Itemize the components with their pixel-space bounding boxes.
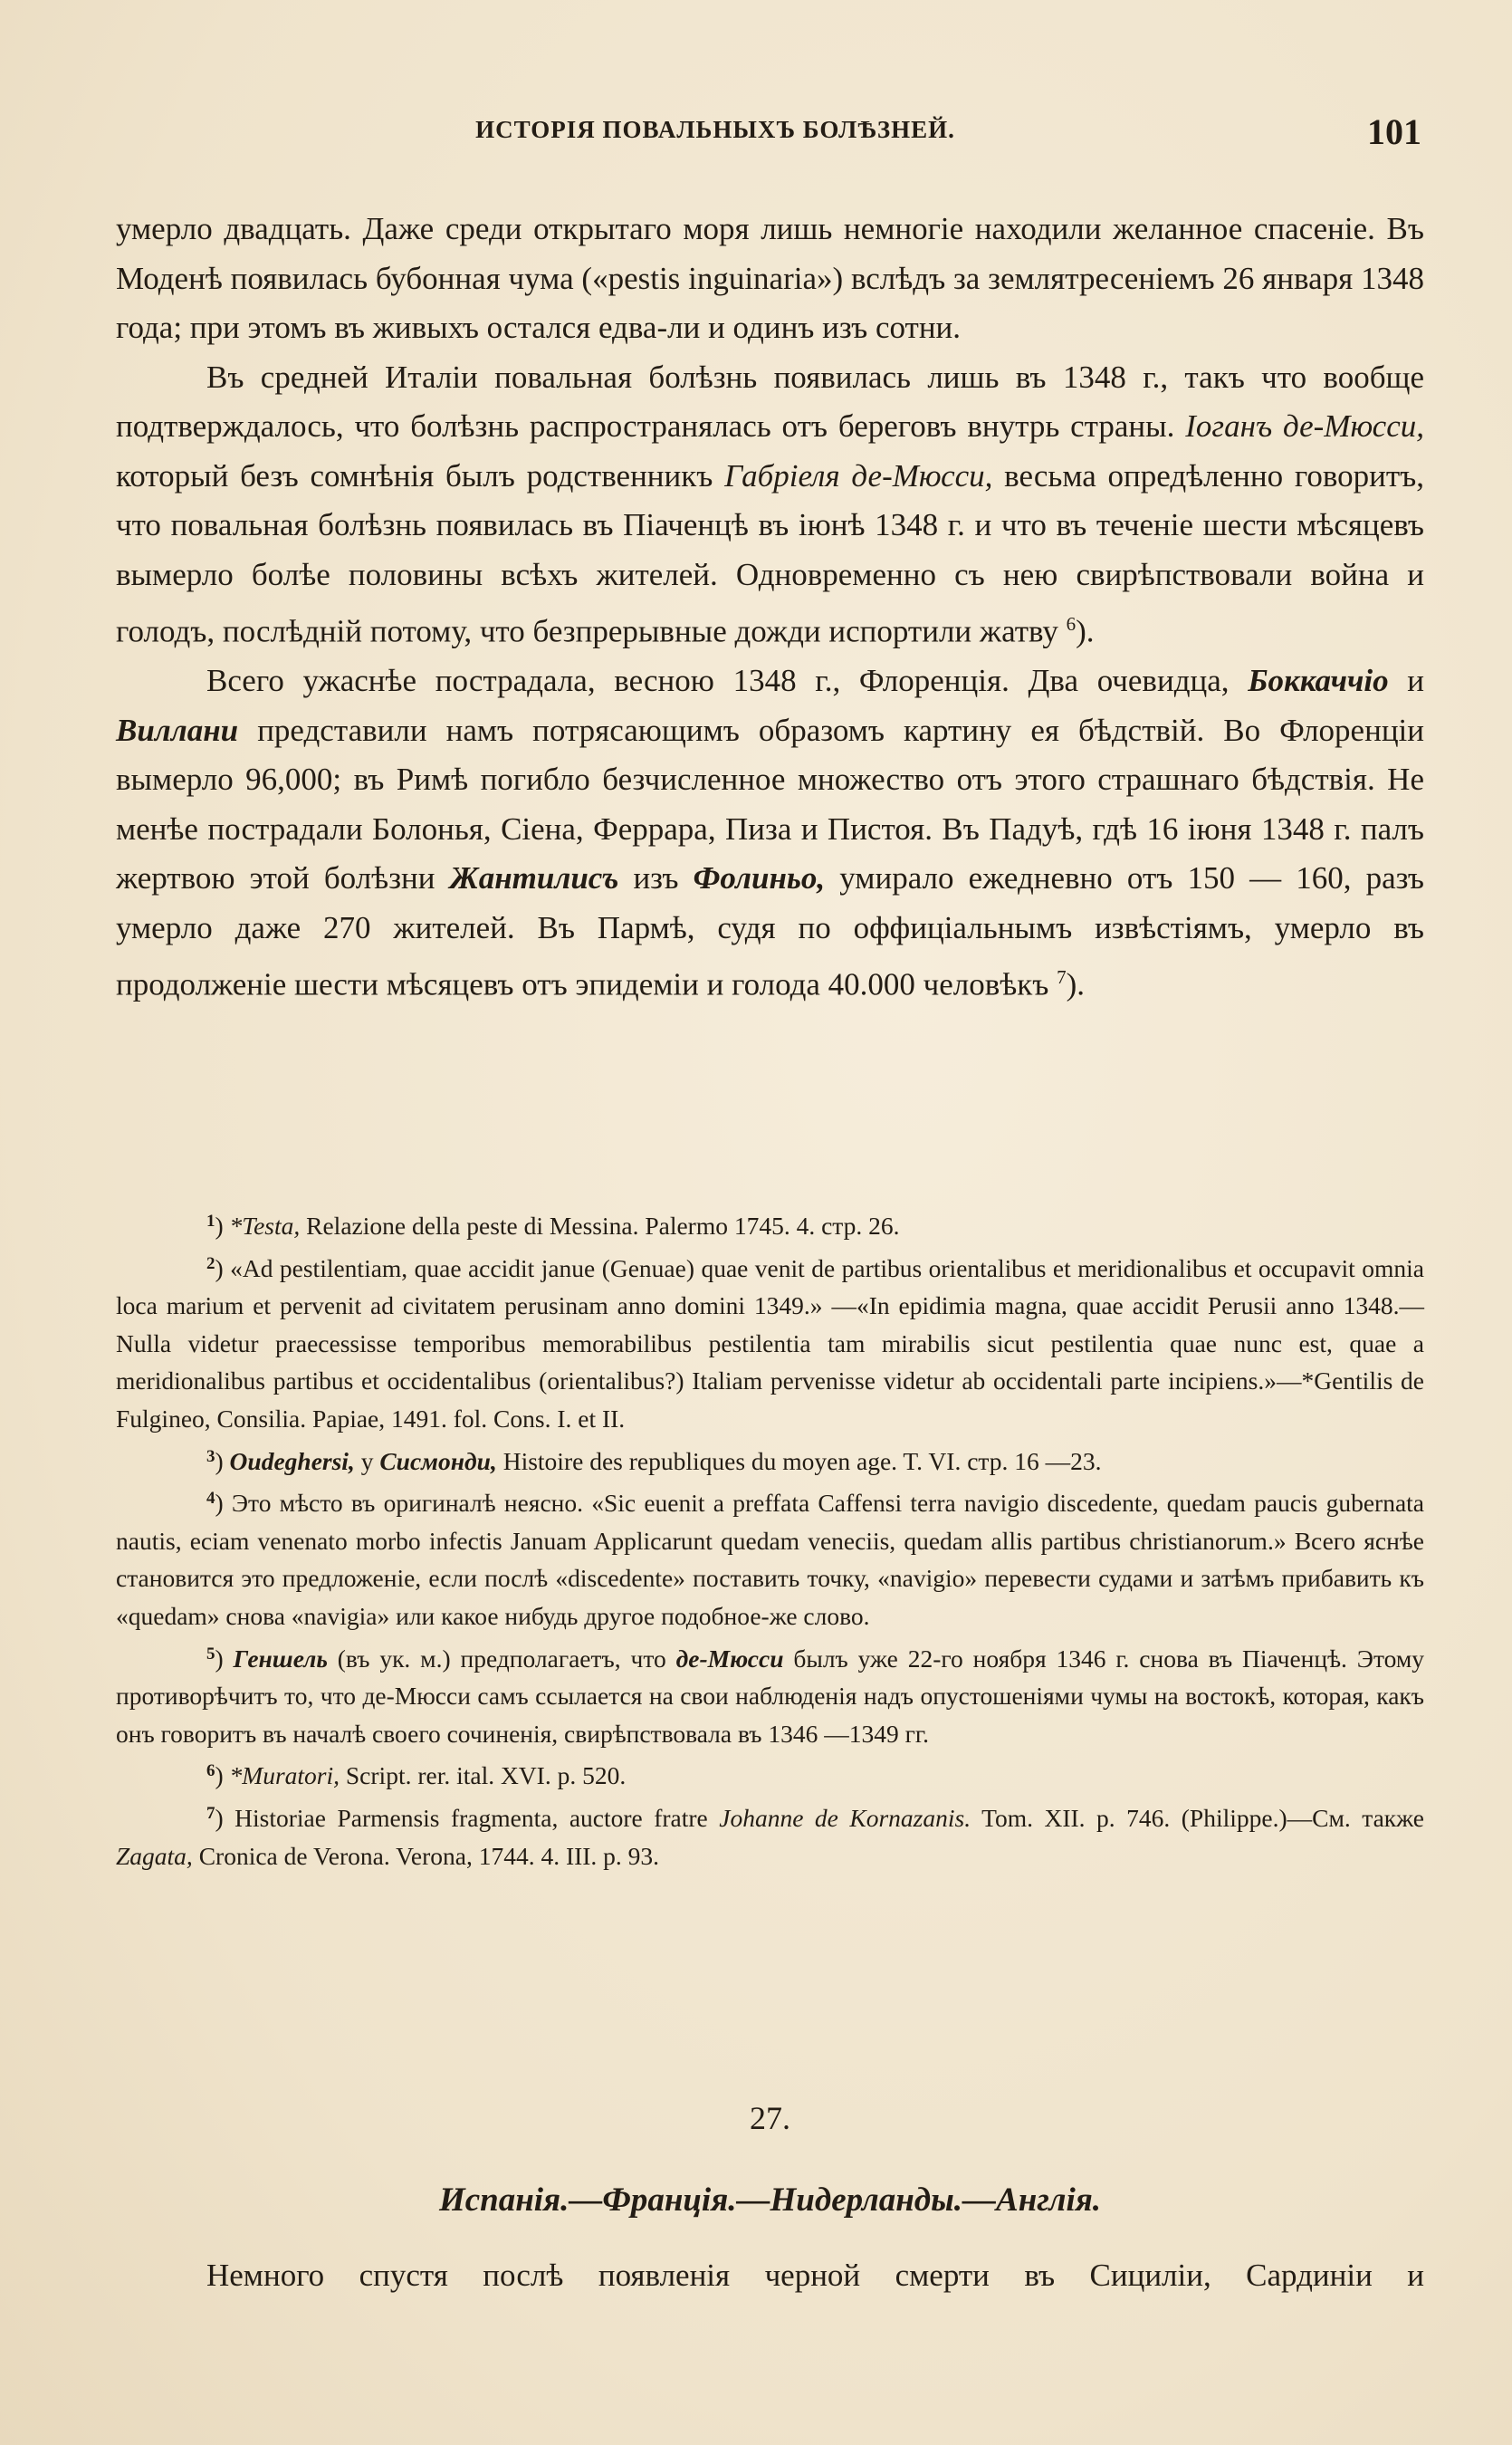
main-text: [116, 205, 1424, 1010]
text-run: де-Мюсси: [675, 1644, 784, 1673]
footnote: [116, 1635, 1424, 1753]
text-run: ): [215, 1212, 230, 1240]
text-run: Johanne de Kornazanis.: [719, 1803, 971, 1832]
footnote: [116, 1203, 1424, 1245]
text-run: Relazione della peste di Messina. Palermo 1745. 4. стр. 26.: [300, 1212, 900, 1240]
text-run: ).: [1076, 613, 1095, 649]
text-run: Виллани: [116, 712, 239, 748]
text-run: Боккаччіо: [1248, 663, 1389, 699]
paragraph: [116, 353, 1424, 657]
text-run: Габріеля де-Мюсси,: [724, 457, 993, 494]
text-run: (въ ук. м.) предполагаетъ, что: [327, 1644, 676, 1673]
footnote-mark: 4: [206, 1489, 215, 1509]
paragraph: [116, 657, 1424, 1010]
text-run: Жантилисъ: [449, 860, 619, 896]
text-run: ): [215, 1446, 230, 1475]
text-run: весьма опредѣленно говоритъ, что повальная болѣзнь появилась въ Піаченцѣ въ іюнѣ 1348 г. и что въ теченіе шести мѣсяцевъ вымерло болѣе половины всѣхъ жителей. Одновременно съ нею свирѣпствовали война и голодъ, послѣдній потому, что безпрерывные дожди испортили жатву: [116, 457, 1425, 649]
footnote-mark: 3: [206, 1446, 215, 1466]
footnotes: [116, 1203, 1424, 1874]
paragraph: [116, 205, 1424, 353]
text-run: былъ уже 22-го ноября 1346 г. снова въ Піаченцѣ. Этому противорѣчитъ то, что де-Мюсси самъ ссылается на свои наблюденія надъ опустошеніями чумы на востокѣ, которая, какъ онъ говоритъ въ началѣ своего сочиненія, свирѣпствовала въ 1346 —1349 гг.: [116, 1644, 1424, 1748]
text-run: ) Это мѣсто въ оригиналѣ неясно. «Sic euenit a preffata Caffensi terra navigio discedente, quedam paucis gubernata nautis, eciam venenato morbo infectis Januam Applicarunt quedam veneciis, quedam allis partibus christianorum.» Всего яснѣе становится это предложеніе, если послѣ «discedente» поставить точку, «navigio» перевести судами и затѣмъ прибавить къ «quedam» снова «navigia» или какое нибудь другое подобное-же слово.: [116, 1489, 1424, 1630]
text-run: Zagata,: [116, 1841, 193, 1870]
footnote: [116, 1752, 1424, 1795]
text-run: ): [215, 1761, 230, 1790]
footnote-mark: 2: [206, 1253, 215, 1273]
footnote-ref: 6: [1066, 613, 1077, 635]
running-head: ИСТОРІЯ ПОВАЛЬНЫХЪ БОЛѢЗНЕЙ.: [475, 116, 955, 143]
text-run: ): [215, 1644, 234, 1673]
text-run: который безъ сомнѣнія былъ родственникъ: [116, 457, 725, 494]
text-run: представили намъ потрясающимъ образомъ картину ея бѣдствій. Во Флоренціи вымерло 96,000; въ Римѣ погибло безчисленное множество отъ этого страшнаго бѣдствія. Не менѣе пострадали Болонья, Сіена, Феррара, Пиза и Пистоя. Въ Падуѣ, гдѣ 16 іюня 1348 г. палъ жертвою этой болѣзни: [116, 712, 1424, 896]
page-header: [118, 111, 1421, 156]
section-number: 27.: [750, 2100, 790, 2136]
footnote: [116, 1795, 1424, 1874]
text-run: умерло двадцать. Даже среди открытаго моря лишь немногіе находили желанное спасеніе. Въ Моденѣ появилась бубонная чума («pestis inguinaria») вслѣдъ за землятресеніемъ 26 января 1348 года; при этомъ въ живыхъ остался едва-ли и одинъ изъ сотни.: [116, 211, 1424, 345]
text-run: у: [354, 1446, 380, 1475]
text-run: Script. rer. ital. XVI. p. 520.: [340, 1761, 627, 1790]
text-run: Oudeghersi,: [229, 1446, 355, 1475]
text-run: Cronica de Verona. Verona, 1744. 4. III. p. 93.: [192, 1841, 660, 1870]
footnote-ref: 7: [1057, 966, 1067, 989]
text-run: Іоганъ де-Мюсси,: [1185, 408, 1424, 444]
text-run: Сисмонди,: [379, 1446, 497, 1475]
text-run: ) «Ad pestilentiam, quae accidit janue (Genuae) quae venit de partibus orientalibus et meridionalibus et occupavit omnia loca marium et pervenit ad civitatem perusinam anno domini 1349.» —«In epidimia magna, quae accidit Perusii anno 1348.—Nulla videtur praecessisse temporibus memorabilibus pestilentia tam mirabilis sicut pestilentia quae nunc est, quae a meridionalibus partibus et occidentalibus (orientalibus?) Italiam pervenisse videtur ab occidentali parte incipiens.»—*Gentilis de Fulgineo, Consilia. Papiae, 1491. fol. Cons. I. et II.: [116, 1253, 1424, 1433]
text-run: *Testa,: [229, 1212, 301, 1240]
text-run: изъ: [618, 860, 694, 896]
text-run: *Muratori,: [229, 1761, 340, 1790]
footnote-mark: 6: [206, 1761, 215, 1781]
footnote: [116, 1480, 1424, 1635]
footnote-mark: 1: [206, 1212, 215, 1231]
footnote-mark: 7: [206, 1803, 215, 1823]
text-run: Геншель: [233, 1644, 328, 1673]
section-title: Испанія.—Франція.—Нидерланды.—Англія.: [438, 2181, 1102, 2219]
section-first-line: Немного спустя послѣ появленія черной смерти въ Сициліи, Сардиніи и: [206, 2258, 1424, 2293]
text-run: Histoire des republiques du moyen age. T. VI. стр. 16 —23.: [496, 1446, 1102, 1475]
footnote-mark: 5: [206, 1644, 215, 1664]
text-run: умирало ежедневно отъ 150 — 160, разъ умерло даже 270 жителей. Въ Пармѣ, судя по оффиціальнымъ извѣстіямъ, умерло въ продолженіе шести мѣсяцевъ отъ эпидеміи и голода 40.000 человѣкъ: [116, 860, 1424, 1002]
text-run: и: [1388, 663, 1425, 699]
text-run: Tom. XII. p. 746. (Philippe.)—См. также: [971, 1803, 1424, 1832]
text-run: ).: [1066, 966, 1086, 1002]
page-number: 101: [1367, 111, 1421, 152]
footnote: [116, 1245, 1424, 1438]
footnote: [116, 1438, 1424, 1481]
text-run: ) Historiae Parmensis fragmenta, auctore fratre: [215, 1803, 720, 1832]
text-run: Всего ужаснѣе пострадала, весною 1348 г., Флоренція. Два очевидца,: [206, 663, 1249, 699]
text-run: Фолиньо,: [693, 860, 826, 896]
text-run: Въ средней Италіи повальная болѣзнь появилась лишь въ 1348 г., такъ что вообще подтверждалось, что болѣзнь распространялась отъ береговъ внутрь страны.: [116, 359, 1424, 444]
